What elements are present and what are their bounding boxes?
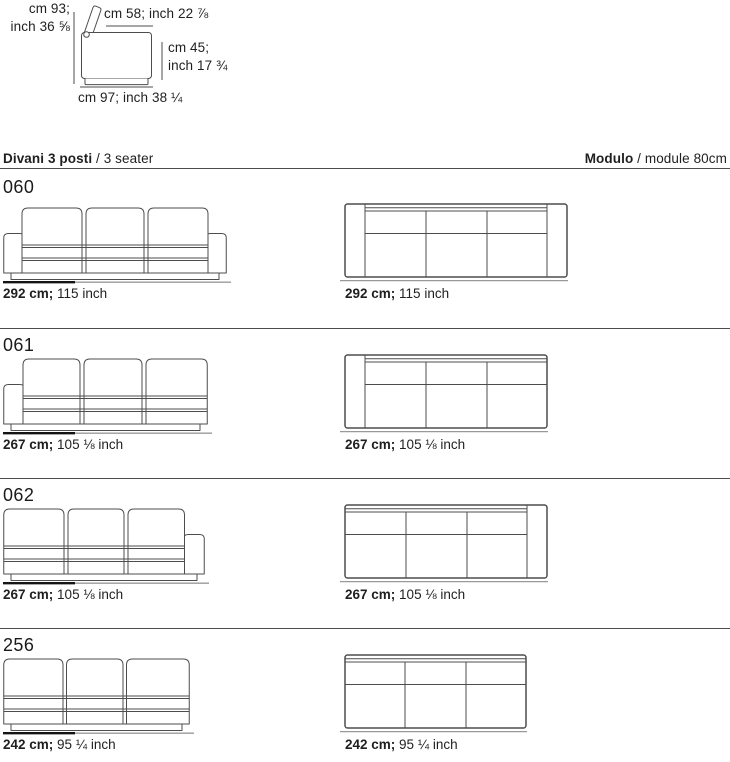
height-dimension-cm: cm 93; <box>28 1 70 16</box>
model-code-061: 061 <box>3 335 35 355</box>
section-title-right <box>585 150 727 168</box>
section-divider-1 <box>0 328 730 329</box>
top-width-label-256: 242 cm; 95 ¼ inch <box>345 737 458 752</box>
front-width-label-256: 242 cm; 95 ¼ inch <box>3 737 116 752</box>
section-divider-3 <box>0 628 730 629</box>
section-title-left-light: / 3 seater <box>92 151 154 166</box>
seat-height-dimension-cm: cm 45; <box>168 40 210 55</box>
back-depth-dimension-label: cm 58; inch 22 ⅞ <box>104 6 209 21</box>
front-width-label-062: 267 cm; 105 ⅛ inch <box>3 587 124 602</box>
sofa-front-view-062 <box>3 508 209 586</box>
front-width-label-060: 292 cm; 115 inch <box>3 286 108 301</box>
sofa-front-view-060 <box>3 207 231 285</box>
model-code-062: 062 <box>3 485 35 505</box>
header-divider <box>0 168 730 169</box>
section-title-right-light: / module 80cm <box>633 151 727 166</box>
section-title-left-bold: Divani 3 posti <box>3 151 93 166</box>
model-code-256: 256 <box>3 635 35 655</box>
hinge-dot <box>84 32 90 38</box>
sofa-top-view-061 <box>344 354 548 434</box>
sofa-top-view-062 <box>344 504 548 584</box>
seat-height-dimension-inch: inch 17 ¾ <box>168 57 228 73</box>
section-divider-2 <box>0 478 730 479</box>
section-title-left <box>3 150 153 168</box>
sofa-top-view-256 <box>344 654 527 734</box>
top-width-label-060: 292 cm; 115 inch <box>345 286 450 301</box>
top-width-label-062: 267 cm; 105 ⅛ inch <box>345 587 466 602</box>
top-width-label-061: 267 cm; 105 ⅛ inch <box>345 437 466 452</box>
sofa-side-body <box>82 33 152 79</box>
sofa-side-plinth <box>85 79 148 85</box>
section-title-right-bold: Modulo <box>584 151 634 166</box>
model-code-060: 060 <box>3 177 35 197</box>
sofa-front-view-061 <box>3 358 212 436</box>
sofa-side-view-diagram <box>66 4 166 92</box>
sofa-front-view-256 <box>3 658 194 736</box>
height-dimension-inch: inch 36 ⅝ <box>10 18 70 34</box>
front-width-label-061: 267 cm; 105 ⅛ inch <box>3 437 124 452</box>
sofa-top-view-060 <box>344 203 568 283</box>
total-depth-dimension-label: cm 97; inch 38 ¼ <box>78 90 183 105</box>
height-dimension-label <box>0 0 70 35</box>
seat-height-dimension-label <box>168 39 227 74</box>
